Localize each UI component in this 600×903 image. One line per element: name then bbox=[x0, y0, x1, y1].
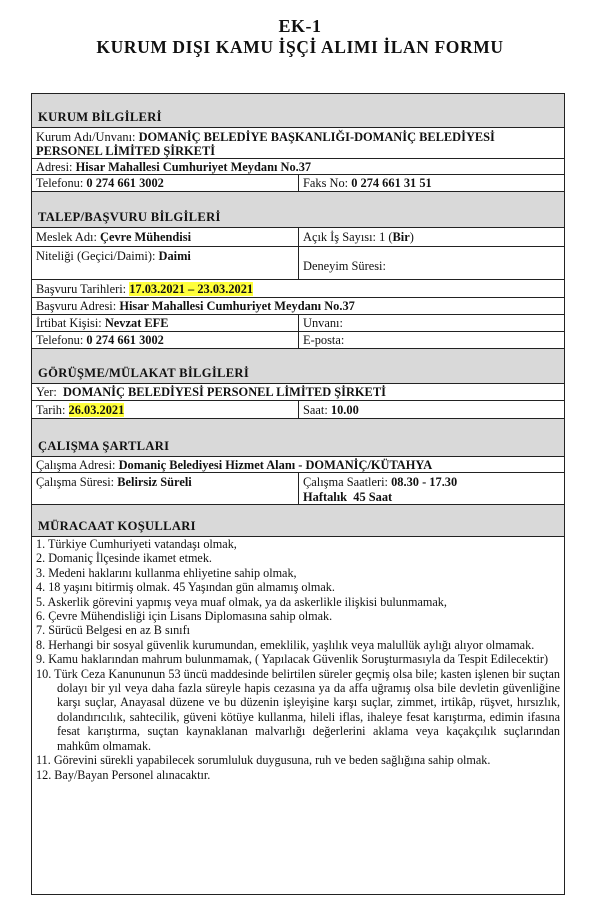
section-header-kurum: KURUM BİLGİLERİ bbox=[32, 94, 564, 128]
list-item: 11. Görevini sürekli yapabilecek sorumluluk duygusuna, ruh ve beden sağlığına sahip olmak. bbox=[36, 753, 491, 768]
section-header-talep: TALEP/BAŞVURU BİLGİLERİ bbox=[32, 192, 564, 228]
row-kurum-adres bbox=[32, 159, 564, 175]
gorusme-tarih-value: 26.03.2021 bbox=[68, 403, 125, 417]
form-annex-number: EK-1 bbox=[278, 16, 322, 36]
ilan-form bbox=[31, 93, 565, 895]
list-item: 8. Herhangi bir sosyal güvenlik kurumundan, emeklilik, yaşlılık veya malullük aylığı alıyor olmamak. bbox=[36, 637, 535, 652]
list-item: 1. Türkiye Cumhuriyeti vatandaşı olmak, bbox=[36, 537, 237, 551]
gorusme-yer-value: DOMANİÇ BELEDİYESİ PERSONEL LİMİTED ŞİRKETİ bbox=[62, 385, 386, 399]
row-nitelik bbox=[32, 247, 564, 280]
haftalik-value: 45 Saat bbox=[353, 490, 393, 504]
row-calisma-adres bbox=[32, 457, 564, 473]
list-item: 7. Sürücü Belgesi en az B sınıfı bbox=[36, 623, 191, 638]
calisma-saat-value: 08.30 - 17.30 bbox=[391, 475, 458, 489]
basvuru-adres-label: Başvuru Adresi: bbox=[36, 299, 117, 313]
nitelik-value: Daimi bbox=[158, 249, 191, 263]
list-item: 5. Askerlik görevini yapmış veya muaf olmak, ya da askerlikle ilişkisi bulunmamak, bbox=[36, 594, 447, 609]
meslek-label: Meslek Adı: bbox=[36, 230, 97, 244]
row-calisma-sure bbox=[32, 473, 564, 505]
gorusme-saat-value: 10.00 bbox=[330, 403, 359, 417]
calisma-sure-label: Çalışma Süresi: bbox=[36, 475, 115, 489]
list-item: 10. Türk Ceza Kanununun 53 üncü maddesinde belirtilen süreler geçmiş olsa bile; kasten işlenen bir suçtan dolayı bir yıl veya daha fazla süreyle hapis cezasına ya da affa uğramış olsa bile devletin güvenliğine karşı suçlar, Anayasal düzene ve bu düzenin işleyişine karşı suçlar, zimmet, irtikâp, rüşvet, hırsızlık, dolandırıcılık, sahtecilik, güveni kötüye kullanma, hileli iflas, ihaleye fesat karıştırma, edimin ifasına fesat karıştırma, suçtan kaynaklanan malvarlığı değerlerini aklama veya kaçakçılık suçlarından mahkûm olmamak. bbox=[36, 666, 560, 753]
basvuru-adres-value: Hisar Mahallesi Cumhuriyet Meydanı No.37 bbox=[119, 299, 355, 313]
kurum-adi-label: Kurum Adı/Unvanı: bbox=[36, 130, 136, 144]
row-gorusme-yer bbox=[32, 384, 564, 401]
gorusme-tarih-label: Tarih: bbox=[36, 403, 66, 417]
row-basvuru-adres bbox=[32, 298, 564, 315]
kurum-adres-value: Hisar Mahallesi Cumhuriyet Meydanı No.37 bbox=[75, 160, 312, 174]
kurum-adres-label: Adresi: bbox=[36, 160, 73, 174]
kurum-telefon-value: 0 274 661 3002 bbox=[86, 176, 164, 190]
row-gorusme-tarih bbox=[32, 401, 564, 419]
acik-is-value: 1 bbox=[379, 230, 386, 244]
calisma-sure-value: Belirsiz Süreli bbox=[117, 475, 192, 489]
row-kurum-adi bbox=[32, 128, 564, 159]
row-basvuru-tarih bbox=[32, 280, 564, 298]
calisma-saat-label: Çalışma Saatleri: bbox=[303, 475, 388, 489]
meslek-value: Çevre Mühendisi bbox=[100, 230, 192, 244]
muracaat-list bbox=[32, 537, 564, 782]
section-header-gorusme: GÖRÜŞME/MÜLAKAT BİLGİLERİ bbox=[32, 349, 564, 384]
talep-telefon-value: 0 274 661 3002 bbox=[86, 333, 164, 347]
list-item: 4. 18 yaşını bitirmiş olmak. 45 Yaşından gün almamış olmak. bbox=[36, 580, 335, 595]
kurum-faks-value: 0 274 661 31 51 bbox=[351, 176, 432, 190]
row-talep-telefon bbox=[32, 332, 564, 349]
list-item: 3. Medeni haklarını kullanma ehliyetine sahip olmak, bbox=[36, 565, 297, 580]
list-item: 6. Çevre Mühendisliği için Lisans Diplomasına sahip olmak. bbox=[36, 609, 333, 624]
deneyim-label: Deneyim Süresi: bbox=[303, 259, 386, 273]
irtibat-value: Nevzat EFE bbox=[104, 316, 169, 330]
basvuru-tarih-label: Başvuru Tarihleri: bbox=[36, 282, 127, 296]
eposta-label: E-posta: bbox=[303, 333, 345, 347]
calisma-adres-value: Domaniç Belediyesi Hizmet Alanı - DOMANİÇ/KÜTAHYA bbox=[118, 458, 433, 472]
form-title: KURUM DIŞI KAMU İŞÇİ ALIMI İLAN FORMU bbox=[96, 37, 504, 57]
row-irtibat bbox=[32, 315, 564, 332]
section-header-calisma: ÇALIŞMA ŞARTLARI bbox=[32, 419, 564, 457]
row-meslek: Meslek Adı: Çevre Mühendisi Açık İş Sayısı: 1 (Bir) bbox=[32, 228, 564, 247]
acik-is-value-word: Bir bbox=[392, 230, 410, 244]
gorusme-yer-label: Yer: bbox=[36, 385, 57, 399]
list-item: 12. Bay/Bayan Personel alınacaktır. bbox=[36, 767, 211, 782]
talep-telefon-label: Telefonu: bbox=[36, 333, 84, 347]
row-kurum-telefon bbox=[32, 175, 564, 192]
acik-is-label: Açık İş Sayısı: bbox=[303, 230, 376, 244]
section-header-muracaat: MÜRACAAT KOŞULLARI bbox=[32, 505, 564, 537]
kurum-adi-value: DOMANİÇ BELEDİYE BAŞKANLIĞI-DOMANİÇ BELEDİYESİ PERSONEL LİMİTED ŞİRKETİ bbox=[36, 130, 495, 158]
kurum-telefon-label: Telefonu: bbox=[36, 176, 84, 190]
list-item: 9. Kamu haklarından mahrum bulunmamak, ( Yapılacak Güvenlik Soruşturmasıyla da Tespit Edilecektir) bbox=[36, 652, 549, 667]
haftalik-label: Haftalık bbox=[303, 490, 348, 504]
list-item: 2. Domaniç İlçesinde ikamet etmek. bbox=[36, 551, 212, 566]
basvuru-tarih-value: 17.03.2021 – 23.03.2021 bbox=[129, 282, 254, 296]
calisma-adres-label: Çalışma Adresi: bbox=[36, 458, 116, 472]
nitelik-label: Niteliği (Geçici/Daimi): bbox=[36, 249, 156, 263]
irtibat-label: İrtibat Kişisi: bbox=[36, 316, 102, 330]
gorusme-saat-label: Saat: bbox=[303, 403, 328, 417]
unvani-label: Unvanı: bbox=[303, 316, 343, 330]
kurum-faks-label: Faks No: bbox=[303, 176, 349, 190]
